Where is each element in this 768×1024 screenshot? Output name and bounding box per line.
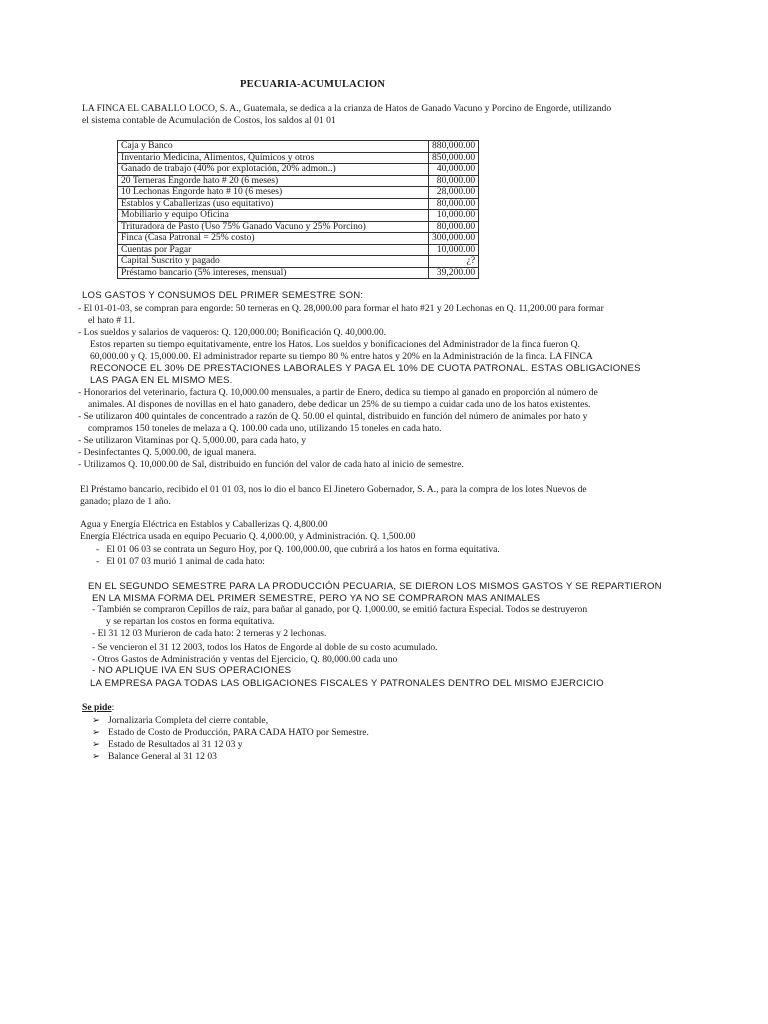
segundo-line-0: - También se compraron Cepillos de raíz, para bañar al ganado, por Q. 1,000.00, se emitió factura Especial. Todos se destruyeron <box>92 604 588 615</box>
se-pide-item-3 <box>92 739 243 750</box>
segundo-line-5: - NO APLIQUE IVA EN SUS OPERACIONES <box>92 665 292 676</box>
segundo-line-3: - Se vencieron el 31 12 2003, todos los Hatos de Engorde al doble de su costo acumulado. <box>92 642 438 653</box>
balance-row <box>118 256 479 268</box>
energia-line-2: Energía Eléctrica usada en equipo Pecuario Q. 4,000.00, y Administración. Q. 1,500.00 <box>80 531 416 542</box>
balance-row <box>118 267 479 279</box>
balance-row <box>118 198 479 210</box>
intro-line-2: el sistema contable de Acumulación de Costos, los saldos al 01 01 <box>82 115 336 126</box>
balance-value: 80,000.00 <box>429 198 479 210</box>
balance-value: 10,000.00 <box>429 244 479 256</box>
arrow-bullet-icon: ➢ <box>92 751 101 762</box>
balance-row <box>118 233 479 245</box>
balance-concept: Caja y Banco <box>118 141 429 153</box>
seguro-text: El 01 06 03 se contrata un Seguro Hoy, por Q. 100,000.00, que cubrirá a los hatos en forma equitativa. <box>106 544 500 555</box>
balance-value: 10,000.00 <box>429 210 479 222</box>
gastos-line-7: - Honorarios del veterinario, factura Q. 10,000.00 mensuales, a partir de Enero, dedica su tiempo al ganado en proporción al número de <box>78 387 598 398</box>
segundo-line-4: - Otros Gastos de Administración y ventas del Ejercicio, Q. 80,000.00 cada uno <box>92 654 398 665</box>
balance-row <box>118 152 479 164</box>
balance-row <box>118 221 479 233</box>
gastos-line-0: - El 01-01-03, se compran para engorde: 50 terneras en Q. 28,000.00 para formar el hato #21 y 20 Lechonas en Q. 11,200.00 para formar <box>78 303 604 314</box>
gastos-line-2: - Los sueldos y salarios de vaqueros: Q. 120,000.00; Bonificación Q. 40,000.00. <box>78 327 387 338</box>
balance-value: 880,000.00 <box>429 141 479 153</box>
balance-value: 40,000.00 <box>429 164 479 176</box>
gastos-line-9: - Se utilizaron 400 quintales de concentrado a razón de Q. 50.00 el quintal, distribuido en función del número de animales por hato y <box>78 411 588 422</box>
balance-concept: Capital Suscrito y pagado <box>118 256 429 268</box>
balance-row <box>118 210 479 222</box>
gastos-line-5: RECONOCE EL 30% DE PRESTACIONES LABORALES Y PAGA EL 10% DE CUOTA PATRONAL. ESTAS OBLIGACIONES <box>90 363 641 374</box>
se-pide-item-4 <box>92 751 217 762</box>
arrow-bullet-icon: ➢ <box>92 715 101 726</box>
balance-concept: Mobiliario y equipo Oficina <box>118 210 429 222</box>
se-pide-text: Balance General al 31 12 03 <box>108 751 217 762</box>
se-pide-heading: Se pide: <box>82 702 115 713</box>
gastos-line-12: - Desinfectantes Q. 5,000.00, de igual manera. <box>78 447 257 458</box>
gastos-line-10: compramos 150 toneles de melaza a Q. 100.00 cada uno, utilizando 15 toneles en cada hato. <box>88 423 442 434</box>
segundo-heading-2: EN LA MISMA FORMA DEL PRIMER SEMESTRE, PERO YA NO SE COMPRARON MAS ANIMALES <box>92 593 541 604</box>
balance-value: 850,000.00 <box>429 152 479 164</box>
balance-row <box>118 141 479 153</box>
balance-value: 39,200.00 <box>429 267 479 279</box>
document-title: PECUARIA-ACUMULACION <box>240 79 386 90</box>
gastos-line-1: el hato # 11. <box>88 315 136 326</box>
prestamo-line-2: ganado; plazo de 1 año. <box>80 496 171 507</box>
se-pide-label: Se pide <box>82 702 112 713</box>
balance-concept: Inventario Medicina, Alimentos, Químicos y otros <box>118 152 429 164</box>
balance-concept: Ganado de trabajo (40% por explotación, 20% admon..) <box>118 164 429 176</box>
se-pide-text: Estado de Resultados al 31 12 03 y <box>108 739 243 750</box>
gastos-line-6: LAS PAGA EN EL MISMO MES. <box>90 375 233 386</box>
prestamo-line-1: El Préstamo bancario, recibido el 01 01 03, nos lo dio el banco El Jinetero Gobernador, S. A., para la compra de los lotes Nuevos de <box>80 484 587 495</box>
balance-concept: 20 Terneras Engorde hato # 20 (6 meses) <box>118 175 429 187</box>
segundo-line-1: y se repartan los costos en forma equitativa. <box>106 616 275 627</box>
obligaciones-line: LA EMPRESA PAGA TODAS LAS OBLIGACIONES FISCALES Y PATRONALES DENTRO DEL MISMO EJERCICIO <box>90 678 604 689</box>
gastos-line-8: animales. Al dispones de novillas en el hato ganadero, debe dedicar un 25% de su tiempo a cuidar cada uno de los hatos existentes. <box>88 399 591 410</box>
se-pide-item-1 <box>92 715 268 726</box>
se-pide-text: Jornalizaria Completa del cierre contable, <box>108 715 269 726</box>
energia-line-1: Agua y Energía Eléctrica en Establos y Caballerizas Q. 4,800.00 <box>80 519 328 530</box>
gastos-line-4: 60,000.00 y Q. 15,000.00. El administrador reparte su tiempo 80 % entre hatos y 20% en la Administración de la finca. LA FINCA <box>90 351 593 362</box>
seguro-line: - El 01 06 03 se contrata un Seguro Hoy, por Q. 100,000.00, que cubrirá a los hatos en forma equitativa. <box>96 544 500 555</box>
muerte-text: El 01 07 03 murió 1 animal de cada hato: <box>106 556 265 567</box>
balance-value: 80,000.00 <box>429 221 479 233</box>
gastos-heading: LOS GASTOS Y CONSUMOS DEL PRIMER SEMESTRE SON: <box>82 290 364 301</box>
balance-row <box>118 175 479 187</box>
balance-row <box>118 187 479 199</box>
se-pide-text: Estado de Costo de Producción, PARA CADA HATO por Semestre. <box>108 727 369 738</box>
se-pide-item-2 <box>92 727 369 738</box>
muerte-line: - El 01 07 03 murió 1 animal de cada hato: <box>96 556 265 567</box>
balance-concept: Trituradora de Pasto (Uso 75% Ganado Vacuno y 25% Porcino) <box>118 221 429 233</box>
balance-value: ¿? <box>429 256 479 268</box>
balance-value: 300,000.00 <box>429 233 479 245</box>
balance-row <box>118 244 479 256</box>
balance-concept: 10 Lechonas Engorde hato # 10 (6 meses) <box>118 187 429 199</box>
segundo-heading-1: EN EL SEGUNDO SEMESTRE PARA LA PRODUCCIÓN PECUARIA, SE DIERON LOS MISMOS GASTOS Y SE REPARTIERON <box>88 581 662 592</box>
balance-value: 28,000.00 <box>429 187 479 199</box>
balance-concept: Establos y Caballerizas (uso equitativo) <box>118 198 429 210</box>
gastos-line-3: Estos reparten su tiempo equitativamente, entre los Hatos. Los sueldos y bonificaciones del Administrador de la finca fueron Q. <box>90 339 580 350</box>
balance-concept: Préstamo bancario (5% intereses, mensual) <box>118 267 429 279</box>
segundo-line-2: - El 31 12 03 Murieron de cada hato: 2 terneras y 2 lechonas. <box>92 628 327 639</box>
balance-concept: Finca (Casa Patronal = 25% costo) <box>118 233 429 245</box>
arrow-bullet-icon: ➢ <box>92 739 101 750</box>
balance-table <box>117 140 479 279</box>
balance-row <box>118 164 479 176</box>
balance-value: 80,000.00 <box>429 175 479 187</box>
arrow-bullet-icon: ➢ <box>92 727 101 738</box>
gastos-line-13: - Utilizamos Q. 10,000.00 de Sal, distribuido en función del valor de cada hato al inicio de semestre. <box>78 459 464 470</box>
intro-line-1: LA FINCA EL CABALLO LOCO, S. A., Guatemala, se dedica a la crianza de Hatos de Ganado Vacuno y Porcino de Engorde, utilizando <box>82 103 612 114</box>
balance-concept: Cuentas por Pagar <box>118 244 429 256</box>
gastos-line-11: - Se utilizaron Vitaminas por Q. 5,000.00, para cada hato, y <box>78 435 307 446</box>
